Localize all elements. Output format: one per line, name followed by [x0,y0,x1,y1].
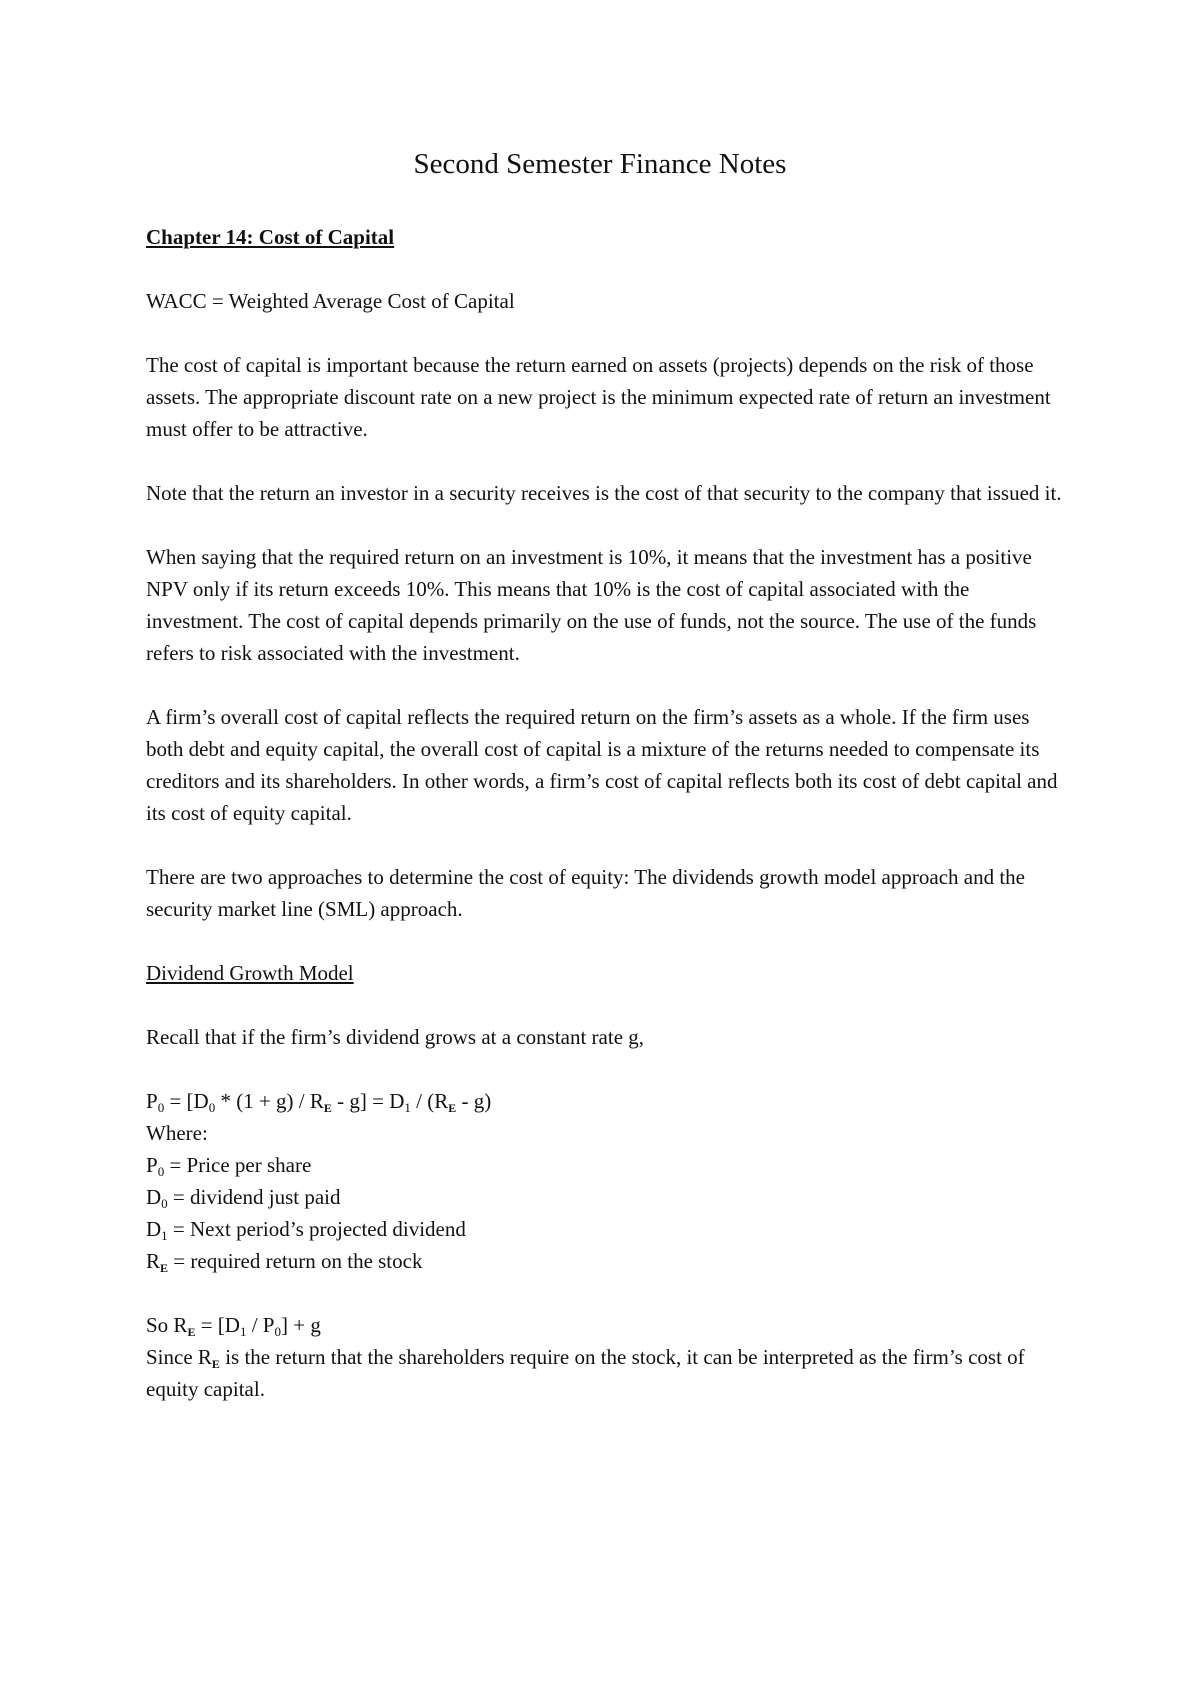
paragraph-approaches: There are two approaches to determine the cost of equity: The dividends growth model approach and the security market line (SML) approach. [146,865,1025,921]
where-label: Where: [146,1121,208,1145]
definition-d0: $D_0$ = dividend just paid [146,1185,341,1211]
price-formula: $P_0 = [D_0 * (1 + g) / R_E - g] = D_1 / (R_E - g)$ [146,1089,492,1115]
cost-of-equity-interpretation: Since $R_E$ is the return that the shareholders require on the stock, it can be interpreted as the firm’s cost of equity capital. [146,1345,1025,1401]
paragraph-overall-cost: A firm’s overall cost of capital reflects the required return on the firm’s assets as a whole. If the firm uses both debt and equity capital, the overall cost of capital is a mixture of the returns needed to compensate its creditors and its shareholders. In other words, a firm’s cost of capital reflects both its cost of debt capital and its cost of equity capital. [146,705,1058,825]
definition-re: $R_E$ = required return on the stock [146,1249,423,1275]
recall-line: Recall that if the firm’s dividend grows at a constant rate g, [146,1025,645,1049]
chapter-heading: Chapter 14: Cost of Capital [146,225,395,249]
formula-block [146,1085,1066,1277]
paragraph-required-return: When saying that the required return on an investment is 10%, it means that the investment has a positive NPV only if its return exceeds 10%. This means that 10% is the cost of capital associated with the investment. The cost of capital depends primarily on the use of funds, not the source. The use of the funds refers to risk associated with the investment. [146,545,1037,665]
document-title: Second Semester Finance Notes [413,148,787,180]
dividend-growth-model-heading: Dividend Growth Model [146,961,354,985]
definition-d1: $D_1$ = Next period’s projected dividend [146,1217,466,1243]
cost-of-equity-formula: So $R_E = [D_1 / P_0] + g$ [146,1313,321,1339]
document-body [146,221,1066,1437]
wacc-definition: WACC = Weighted Average Cost of Capital [146,289,515,313]
paragraph-investor-return: Note that the return an investor in a security receives is the cost of that security to the company that issued it. [146,481,1062,505]
definition-p0: $P_0$ = Price per share [146,1153,312,1179]
paragraph-cost-importance: The cost of capital is important because the return earned on assets (projects) depends on the risk of those assets. The appropriate discount rate on a new project is the minimum expected rate of return an investment must offer to be attractive. [146,353,1051,441]
